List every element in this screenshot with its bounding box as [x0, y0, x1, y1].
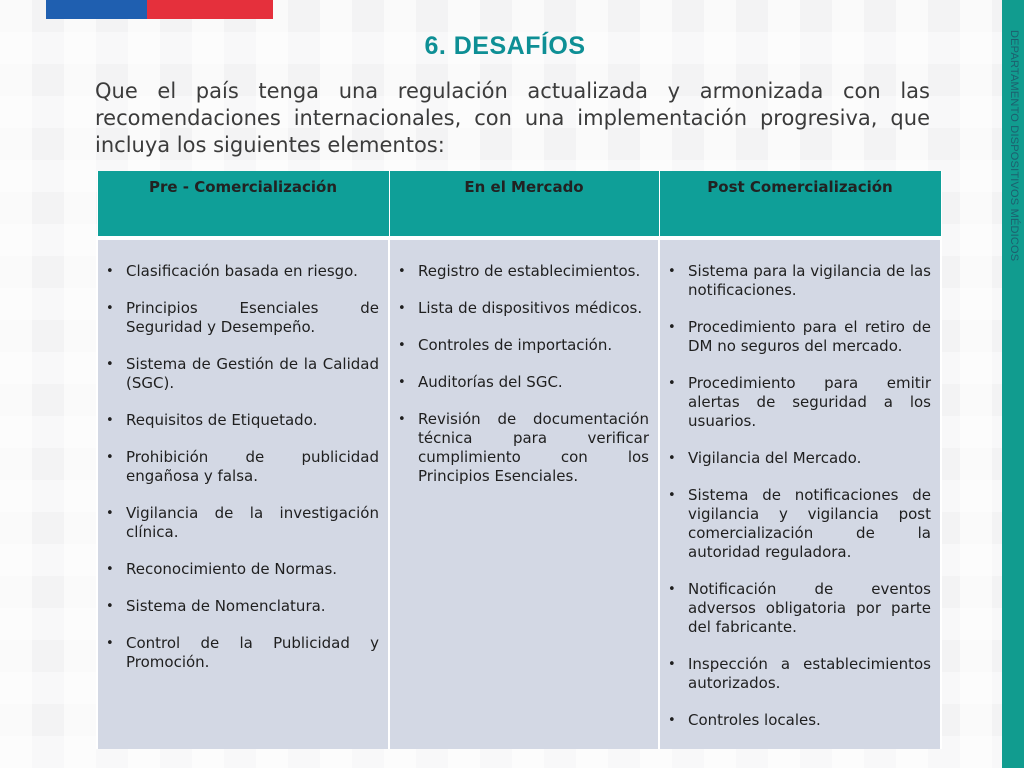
- bullet-icon: •: [668, 582, 676, 597]
- intro-paragraph: Que el país tenga una regulación actualizada y armonizada con las recomendaciones internacionales, con una implementación progresiva, que incluya los siguientes elementos:: [95, 79, 930, 157]
- list-item-text: Auditorías del SGC.: [418, 373, 563, 391]
- bullet-icon: •: [106, 450, 114, 465]
- bullet-icon: •: [668, 488, 676, 503]
- list-item: [664, 318, 931, 356]
- list-item-text: Clasificación basada en riesgo.: [126, 262, 358, 280]
- list-item-text: Controles locales.: [688, 711, 821, 729]
- list-item-text: Sistema para la vigilancia de las notificaciones.: [688, 262, 931, 299]
- slide-title: 6. DESAFÍOS: [424, 32, 586, 60]
- list-item-text: Procedimiento para emitir alertas de seguridad a los usuarios.: [688, 374, 931, 430]
- list-item-text: Reconocimiento de Normas.: [126, 560, 338, 578]
- bullet-icon: •: [398, 301, 406, 316]
- list-item: [394, 262, 649, 281]
- bullet-icon: •: [106, 413, 114, 428]
- list-item: [664, 374, 931, 431]
- list-item: [102, 634, 379, 672]
- bullet-icon: •: [106, 357, 114, 372]
- bullet-icon: •: [106, 599, 114, 614]
- bullet-icon: •: [106, 264, 114, 279]
- table-header-row: [97, 171, 941, 238]
- list-item-text: Controles de importación.: [418, 336, 613, 354]
- list-item: [664, 486, 931, 562]
- bullet-icon: •: [106, 506, 114, 521]
- bullet-icon: •: [668, 376, 676, 391]
- list-item: [102, 299, 379, 337]
- list-item-text: Requisitos de Etiquetado.: [126, 411, 318, 429]
- list-item-text: Vigilancia del Mercado.: [688, 449, 862, 467]
- list-item: [394, 299, 649, 318]
- list-item-text: Revisión de documentación técnica para verificar cumplimiento con los Principios Esenciales.: [418, 410, 649, 485]
- bullet-icon: •: [668, 264, 676, 279]
- list-item: [394, 410, 649, 486]
- bullet-icon: •: [106, 301, 114, 316]
- pre-market-cell: [97, 238, 389, 749]
- bullet-icon: •: [668, 451, 676, 466]
- bullet-icon: •: [398, 264, 406, 279]
- bullet-icon: •: [398, 338, 406, 353]
- pre-market-list: [102, 262, 379, 672]
- list-item-text: Lista de dispositivos médicos.: [418, 299, 643, 317]
- list-item: [664, 711, 931, 730]
- flag-red-segment: [147, 0, 273, 19]
- list-item-text: Control de la Publicidad y Promoción.: [126, 634, 379, 671]
- bullet-icon: •: [668, 657, 676, 672]
- list-item: [102, 411, 379, 430]
- list-item: [664, 580, 931, 637]
- list-item: [394, 373, 649, 392]
- list-item: [664, 449, 931, 468]
- list-item: [102, 504, 379, 542]
- flag-stripe: [46, 0, 273, 19]
- column-header-on-market: En el Mercado: [389, 171, 659, 238]
- list-item-text: Inspección a establecimientos autorizados.: [688, 655, 931, 692]
- post-market-list: [664, 262, 931, 730]
- list-item: [102, 560, 379, 579]
- list-item: [394, 336, 649, 355]
- list-item: [664, 262, 931, 300]
- list-item-text: Sistema de Nomenclatura.: [126, 597, 326, 615]
- post-market-cell: [659, 238, 941, 749]
- list-item-text: Prohibición de publicidad engañosa y falsa.: [126, 448, 379, 485]
- list-item: [102, 355, 379, 393]
- table-body-row: [97, 238, 941, 749]
- list-item: [664, 655, 931, 693]
- bullet-icon: •: [106, 636, 114, 651]
- list-item: [102, 262, 379, 281]
- list-item-text: Vigilancia de la investigación clínica.: [126, 504, 379, 541]
- bullet-icon: •: [668, 713, 676, 728]
- flag-blue-segment: [46, 0, 147, 19]
- list-item-text: Procedimiento para el retiro de DM no seguros del mercado.: [688, 318, 931, 355]
- list-item-text: Principios Esenciales de Seguridad y Desempeño.: [126, 299, 379, 336]
- list-item-text: Notificación de eventos adversos obligatoria por parte del fabricante.: [688, 580, 931, 636]
- department-label: DEPARTAMENTO DISPOSITIVOS MÉDICOS: [1008, 30, 1020, 262]
- list-item-text: Sistema de Gestión de la Calidad (SGC).: [126, 355, 379, 392]
- column-header-post-market: Post Comercialización: [659, 171, 941, 238]
- list-item: [102, 597, 379, 616]
- list-item: [102, 448, 379, 486]
- column-header-pre-market: Pre - Comercialización: [97, 171, 389, 238]
- list-item-text: Sistema de notificaciones de vigilancia y vigilancia post comercialización de la autoridad reguladora.: [688, 486, 931, 561]
- requirements-table: [96, 171, 942, 749]
- on-market-cell: [389, 238, 659, 749]
- bullet-icon: •: [398, 412, 406, 427]
- bullet-icon: •: [106, 562, 114, 577]
- bullet-icon: •: [668, 320, 676, 335]
- bullet-icon: •: [398, 375, 406, 390]
- list-item-text: Registro de establecimientos.: [418, 262, 641, 280]
- on-market-list: [394, 262, 649, 486]
